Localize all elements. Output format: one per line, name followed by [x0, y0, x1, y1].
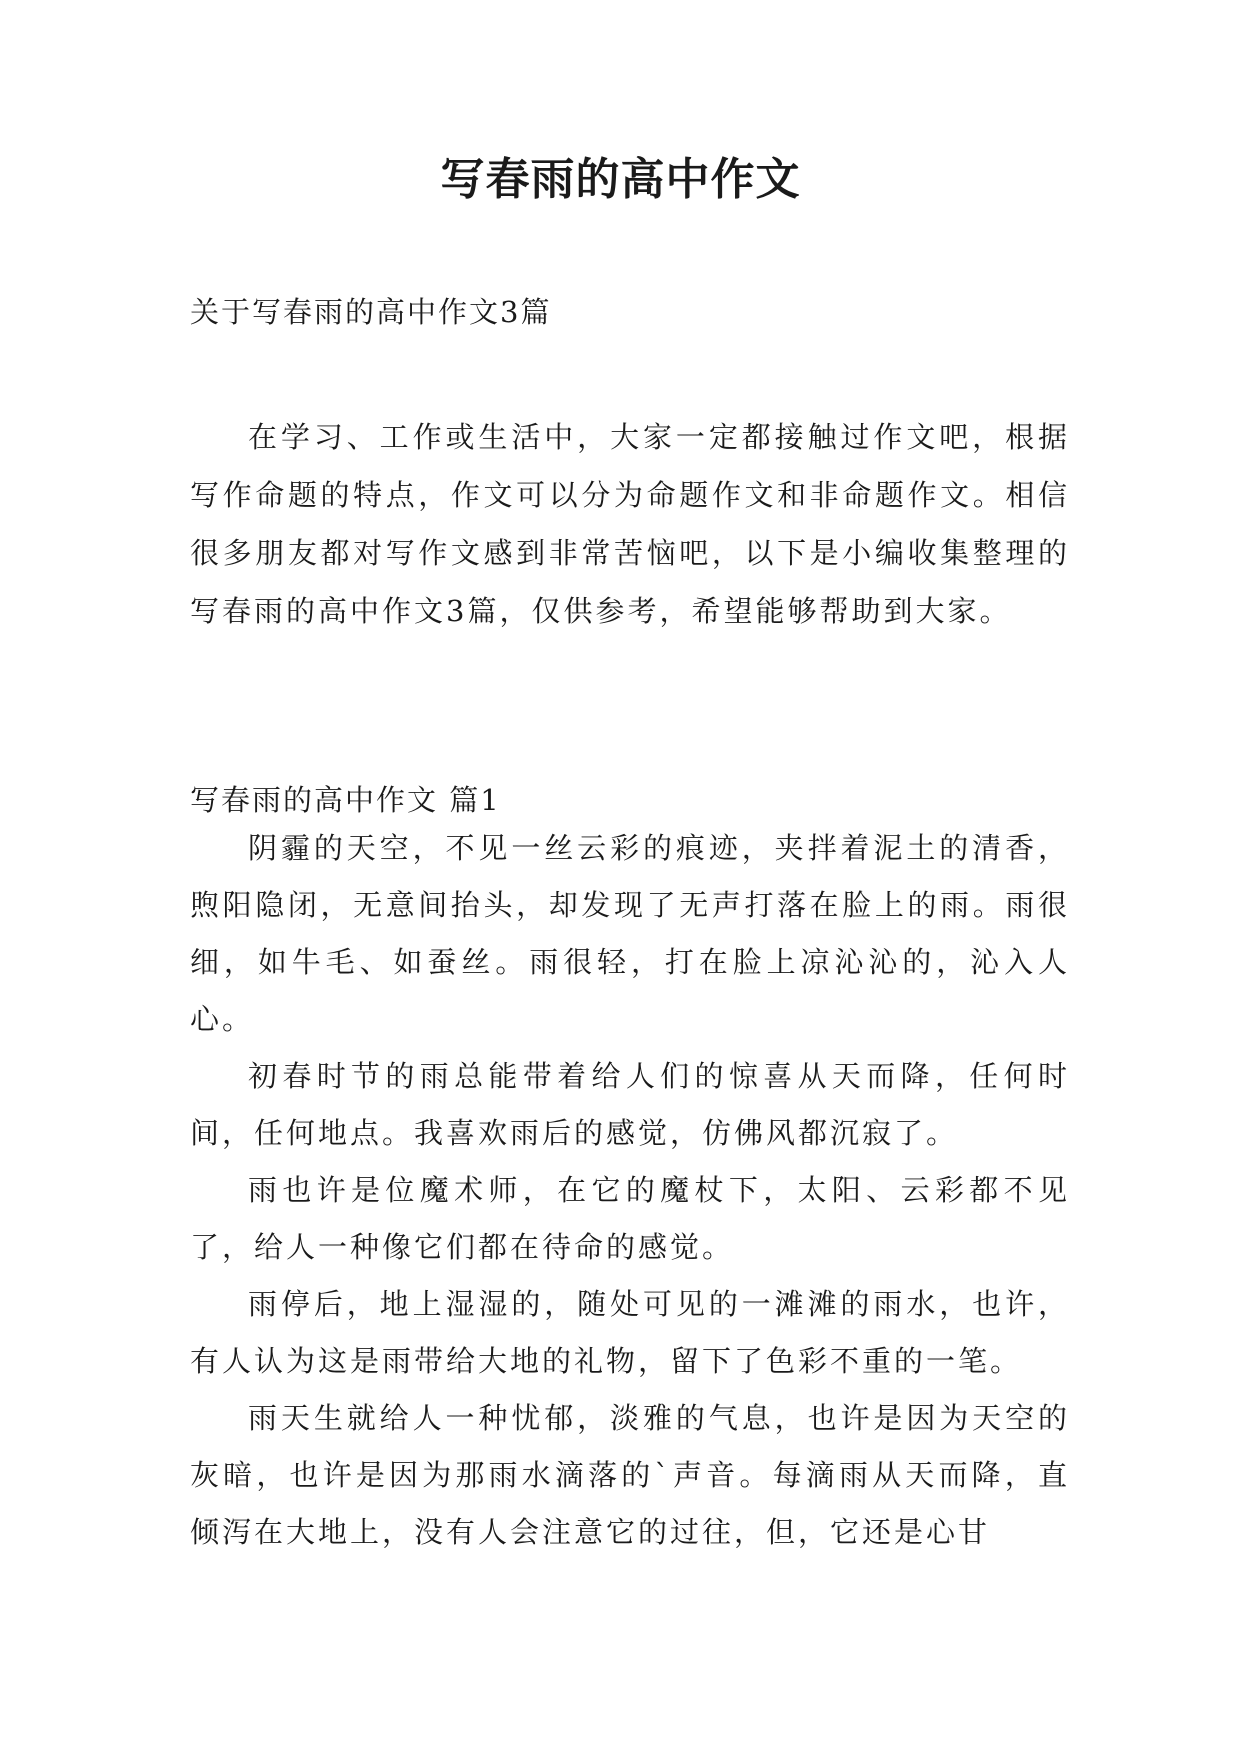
section-heading: 写春雨的高中作文 篇1 — [190, 783, 501, 817]
article-paragraph: 阴霾的天空，不见一丝云彩的痕迹，夹拌着泥土的清香，煦阳隐闭，无意间抬头，却发现了无声打落在脸上的雨。雨很细，如牛毛、如蚕丝。雨很轻，打在脸上凉沁沁的，沁入人心。 — [190, 831, 1070, 1036]
intro-block — [190, 408, 1070, 640]
article-paragraph: 雨也许是位魔术师，在它的魔杖下，太阳、云彩都不见了，给人一种像它们都在待命的感觉。 — [190, 1173, 1070, 1264]
document-title: 写春雨的高中作文 — [440, 154, 801, 205]
document-subtitle: 关于写春雨的高中作文3篇 — [190, 295, 552, 329]
article-paragraph: 雨天生就给人一种忧郁，淡雅的气息，也许是因为天空的灰暗，也许是因为那雨水滴落的`声音。每滴雨从天而降，直倾泻在大地上，没有人会注意它的过往，但，它还是心甘 — [190, 1401, 1070, 1549]
article-paragraph: 雨停后，地上湿湿的，随处可见的一滩滩的雨水，也许，有人认为这是雨带给大地的礼物，留下了色彩不重的一笔。 — [190, 1287, 1070, 1378]
article-body — [190, 820, 1070, 1561]
intro-paragraph: 在学习、工作或生活中，大家一定都接触过作文吧，根据写作命题的特点，作文可以分为命题作文和非命题作文。相信很多朋友都对写作文感到非常苦恼吧，以下是小编收集整理的写春雨的高中作文3篇，仅供参考，希望能够帮助到大家。 — [190, 420, 1070, 628]
article-paragraph: 初春时节的雨总能带着给人们的惊喜从天而降，任何时间，任何地点。我喜欢雨后的感觉，仿佛风都沉寂了。 — [190, 1059, 1070, 1150]
